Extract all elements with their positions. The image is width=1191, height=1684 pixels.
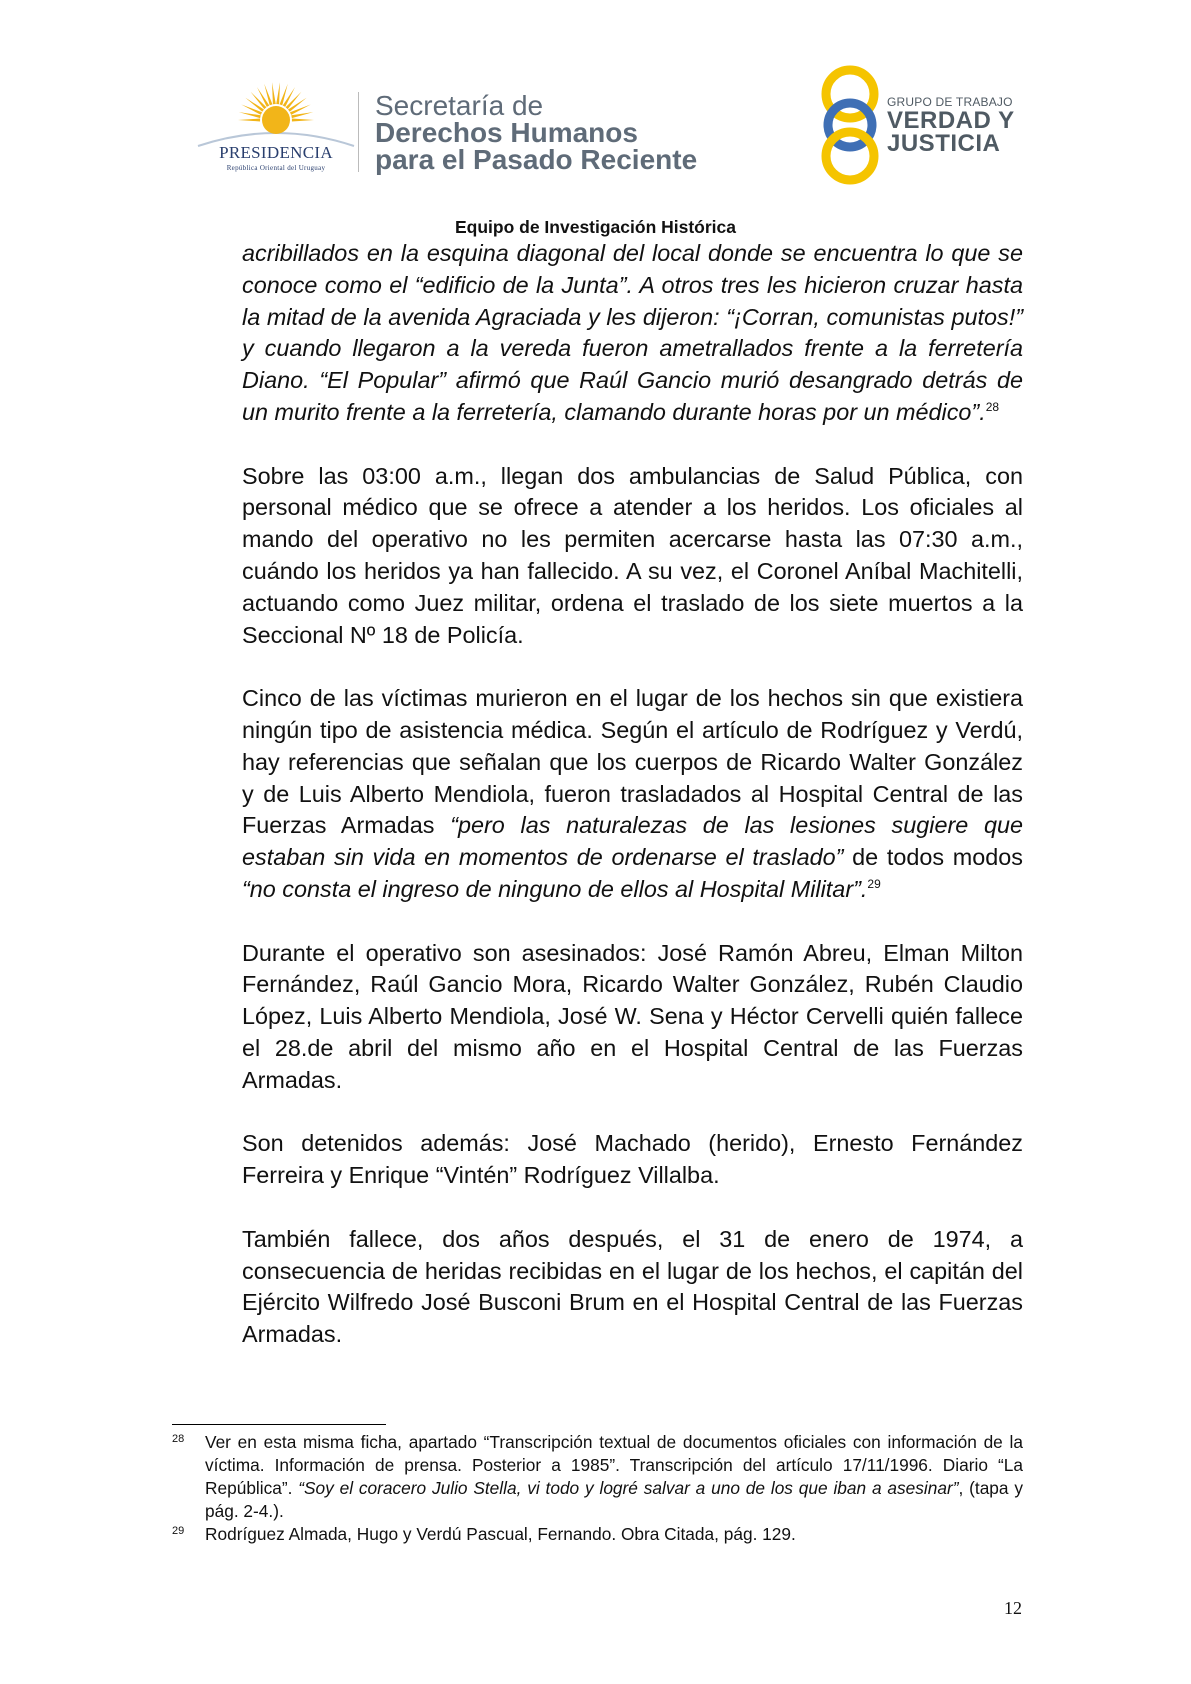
sun-ray [292, 119, 314, 122]
grupo-line-2: VERDAD Y [887, 107, 1015, 134]
header-divider [358, 92, 359, 172]
secretaria-line-1: Secretaría de [375, 90, 544, 121]
paragraph-2: Sobre las 03:00 a.m., llegan dos ambulancias de Salud Pública, con personal médico que se ofrece a atender a los heridos. Los oficiales al mando del operativo no les permiten acercarse hasta las 07:30 a.m., cuándo los heridos ya han fallecido. A su vez, el Coronel Aníbal Machitelli, actuando como Juez militar, ordena el traslado de los siete muertos a la Seccional Nº 18 de Policía. [242, 462, 1023, 648]
paragraph-6: También fallece, dos años después, el 31 de enero de 1974, a consecuencia de heridas recibidas en el lugar de los hechos, el capitán del Ejército Wilfredo José Busconi Brum en el Hospital Central de las Fuerzas Armadas. [242, 1225, 1023, 1348]
footnote-29 [172, 1523, 1023, 1546]
secretaria-title [375, 92, 697, 173]
footnote-28 [172, 1431, 1023, 1523]
document-body [242, 238, 1023, 1351]
paragraph-3 [242, 683, 1023, 906]
footnote-28-text-c: , (tapa y pág. 2-4.). [205, 1478, 1024, 1521]
footnote-ref-29[interactable]: 29 [867, 877, 881, 892]
grupo-line-3: JUSTICIA [887, 130, 1001, 157]
sun-ray [272, 82, 276, 104]
paragraph-3-quote-1: “pero las naturalezas de las lesiones sugiere que estaban sin vida en momentos de ordenarse el traslado” [242, 812, 1023, 871]
secretaria-line-3: para el Pasado Reciente [375, 144, 698, 175]
paragraph-1 [242, 238, 1023, 429]
presidencia-name: PRESIDENCIA [219, 143, 333, 162]
footnote-number-29: 29 [172, 1525, 185, 1537]
secretaria-line-2: Derechos Humanos [375, 117, 638, 148]
footnotes [172, 1431, 1023, 1546]
verdad-justicia-rings-logo [810, 62, 890, 188]
paragraph-3-text-a: Cinco de las víctimas murieron en el lugar de los hechos sin que existiera ningún tipo de asistencia médica. Según el artículo de Rodríguez y Verdú, hay referencias que señalan que los cuerpos de Ricardo Walter González y de Luis Alberto Mendiola, fueron trasladados al Hospital Central de las Fuerzas Armadas [242, 685, 1023, 839]
paragraph-3-quote-2: “no consta el ingreso de ninguno de ellos al Hospital Militar”. [242, 875, 868, 902]
paragraph-3-text-b: de todos modos [843, 844, 1023, 871]
footnote-28-text-a: Ver en esta misma ficha, apartado “Transcripción textual de documentos oficiales con información de la víctima. Información de prensa. Posterior a 1985”. Transcripción del artículo 17/11/1996. Diario “La República”. [205, 1432, 1023, 1498]
footnote-ref-28[interactable]: 28 [985, 400, 1000, 415]
footnote-28-quote: “Soy el coracero Julio Stella, vi todo y logré salvar a uno de los que iban a asesinar” [298, 1478, 959, 1498]
sun-ray [276, 82, 280, 104]
footnote-29-text: Rodríguez Almada, Hugo y Verdú Pascual, Fernando. Obra Citada, pág. 129. [205, 1524, 796, 1544]
paragraph-5: Son detenidos además: José Machado (herido), Ernesto Fernández Ferreira y Enrique “Vintén” Rodríguez Villalba. [242, 1130, 1023, 1189]
sun-ray [283, 87, 295, 107]
sun-ray [238, 119, 260, 122]
page-number: 12 [1004, 1598, 1022, 1618]
footnote-number-28: 28 [172, 1433, 185, 1445]
page-header [0, 0, 1191, 220]
paragraph-1-quote: acribillados en la esquina diagonal del local donde se encuentra lo que se conoce como el “edificio de la Junta”. A otros tres les hicieron cruzar hasta la mitad de la avenida Agraciada y les dijeron: “¡Corran, comunistas putos!” y cuando llegaron a la vereda fueron ametrallados frente a la ferretería Diano. “El Popular” afirmó que Raúl Gancio murió desangrado detrás de un murito frente a la ferretería, clamando durante horas por un médico”. [242, 240, 1023, 425]
footnote-separator [172, 1424, 386, 1425]
paragraph-4: Durante el operativo son asesinados: José Ramón Abreu, Elman Milton Fernández, Raúl Gancio Mora, Ricardo Walter González, Rubén Claudio López, Luis Alberto Mendiola, José W. Sena y Héctor Cervelli quién fallece el 28.de abril del mismo año en el Hospital Central de las Fuerzas Armadas. [242, 939, 1023, 1093]
sun-ray [257, 87, 269, 107]
grupo-line-1: GRUPO DE TRABAJO [887, 95, 1013, 109]
presidencia-subtitle: República Oriental del Uruguay [226, 164, 326, 172]
equipo-heading: Equipo de Investigación Histórica [454, 217, 737, 237]
grupo-trabajo-text [887, 95, 1015, 155]
